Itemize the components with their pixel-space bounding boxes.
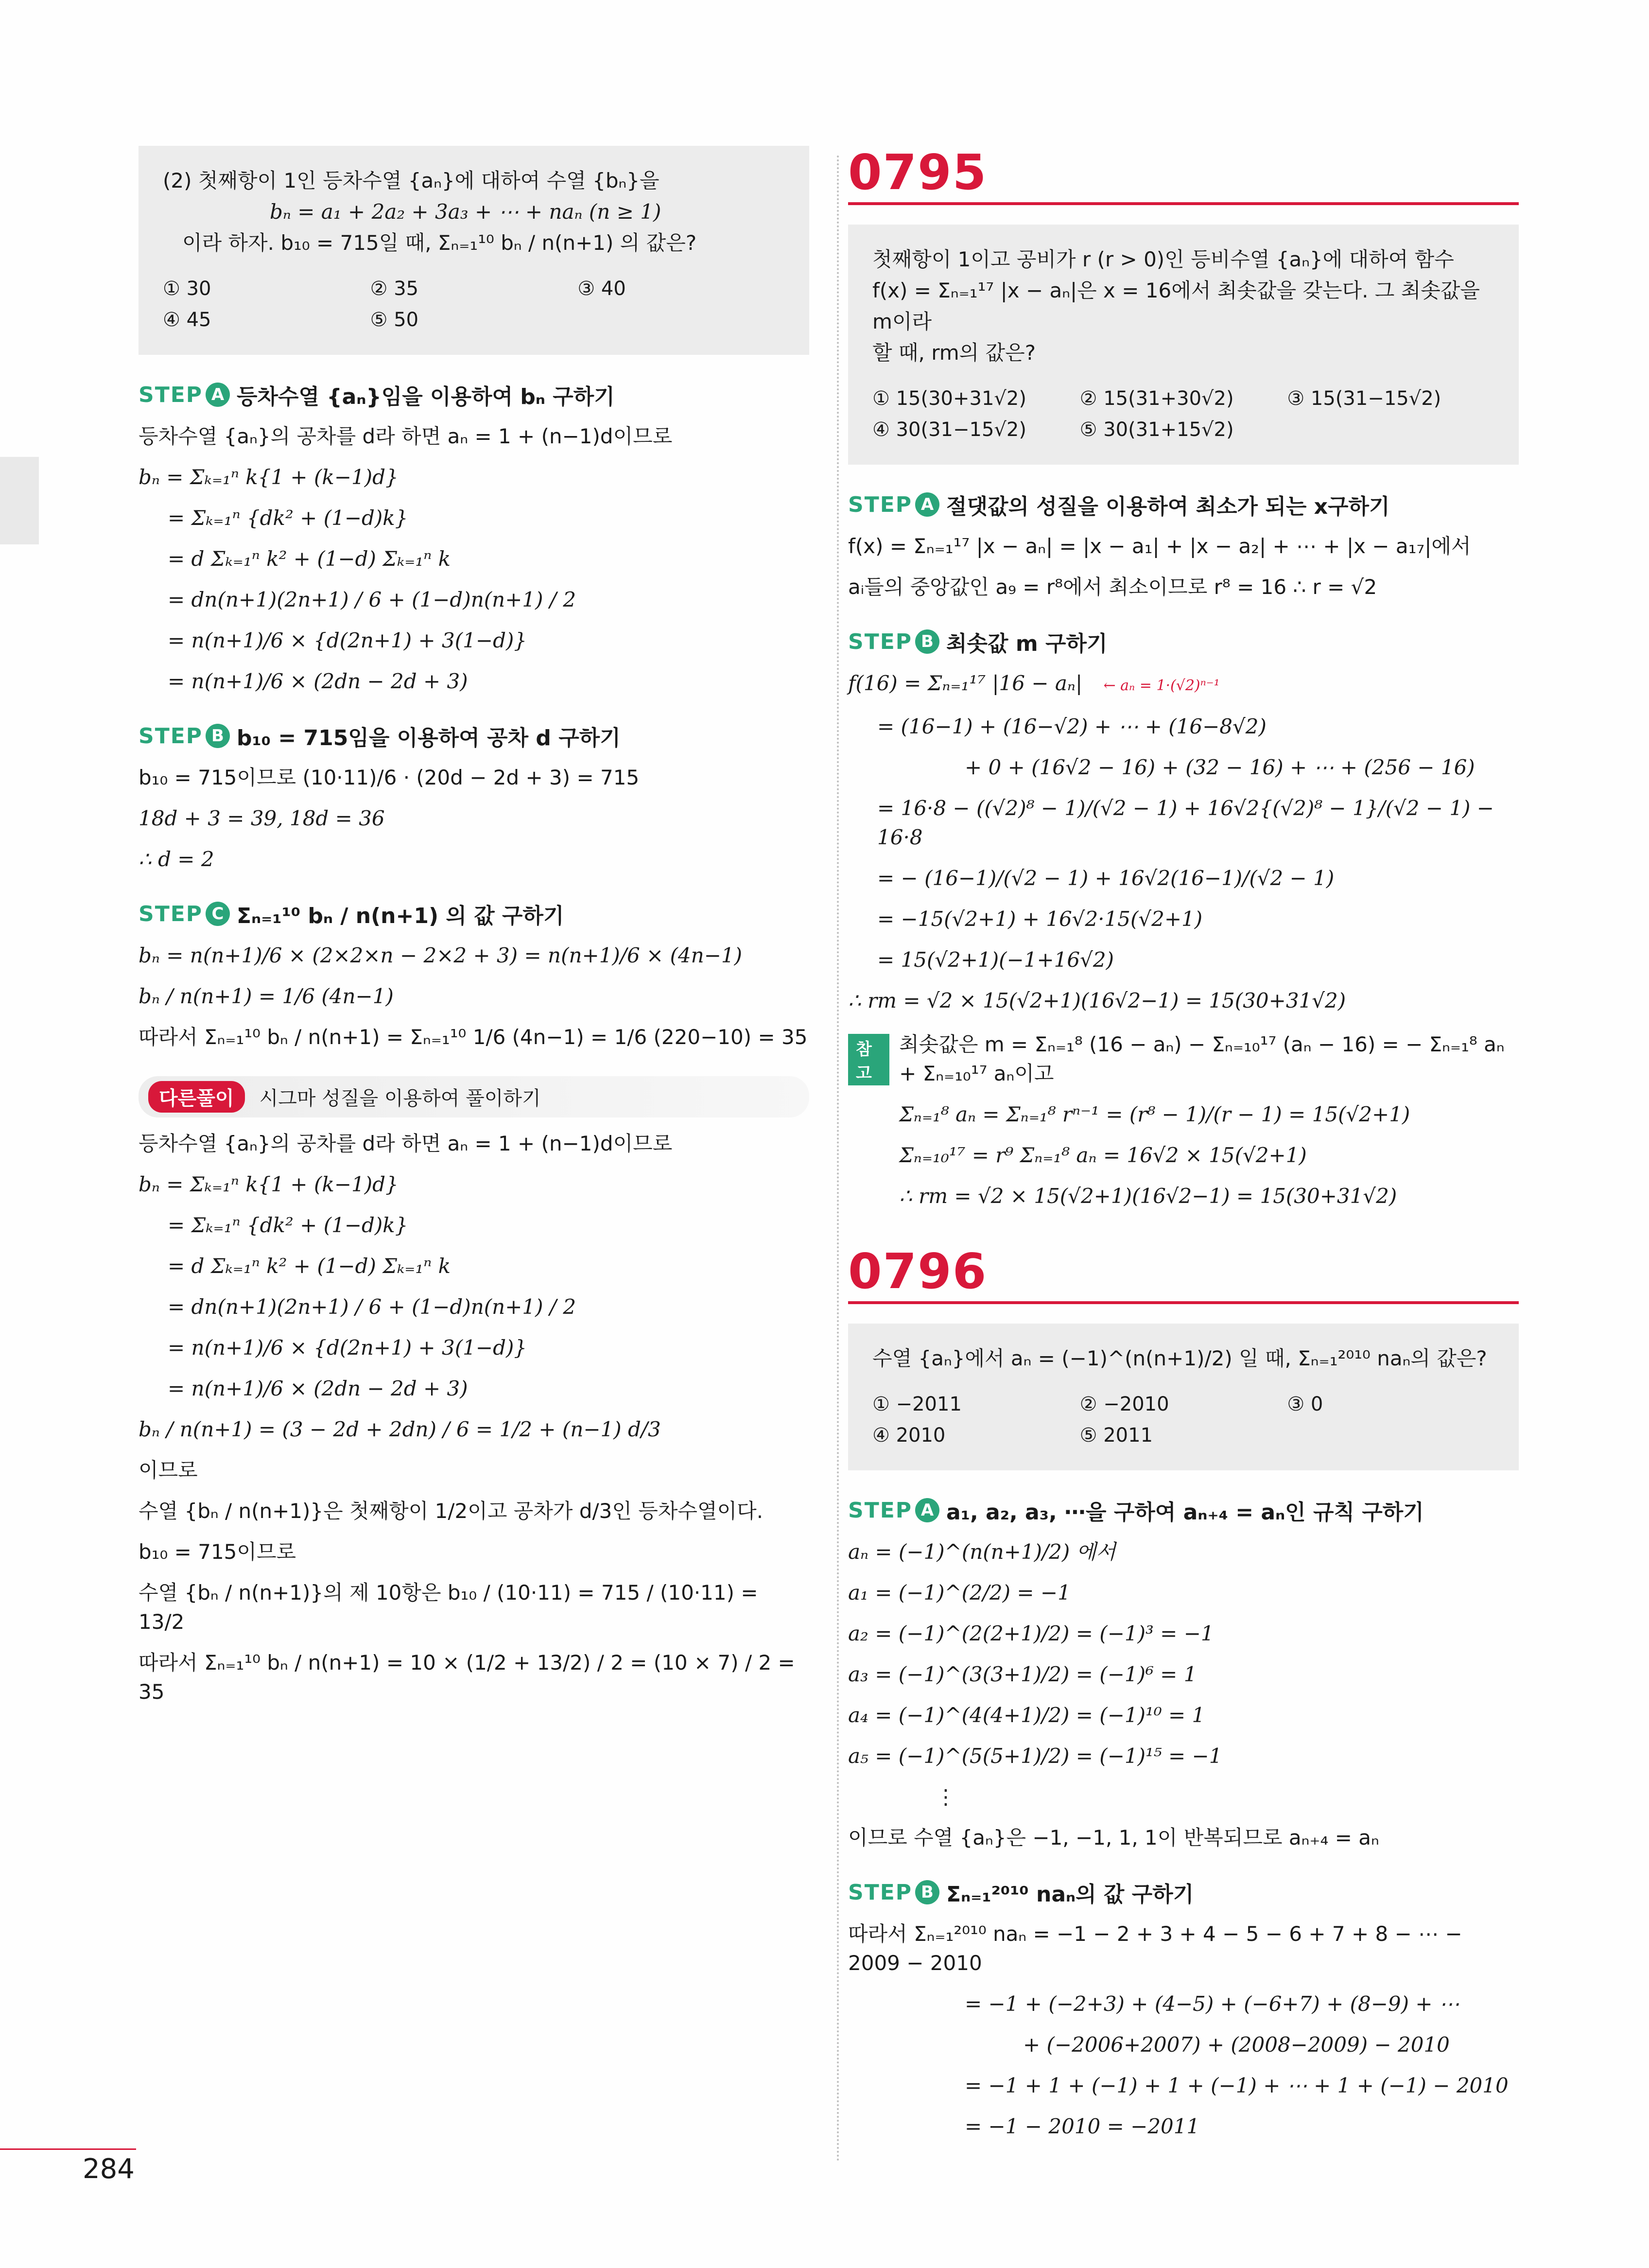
column-divider (837, 156, 839, 2163)
question-line: bₙ = a₁ + 2a₂ + 3a₃ + ⋯ + naₙ (n ≥ 1) (270, 200, 661, 224)
solution-line: bₙ = Σₖ₌₁ⁿ k{1 + (k−1)d} (139, 1172, 399, 1196)
solution-line: 따라서 Σₙ₌₁¹⁰ bₙ / n(n+1) = 10 × (1/2 + 13/2) / 2 = (10 × 7) / 2 = 35 (139, 1651, 795, 1704)
choice: ③ 15(31−15√2) (1287, 387, 1441, 410)
solution-line (848, 669, 1519, 700)
step-a-heading (848, 489, 1519, 520)
solution-line: 이므로 수열 {aₙ}은 −1, −1, 1, 1이 반복되므로 aₙ₊₄ = aₙ (848, 1826, 1379, 1849)
question-line: (2) 첫째항이 1인 등차수열 {aₙ}에 대하여 수열 {bₙ}을 (163, 169, 660, 192)
problem-number: 0795 (848, 144, 988, 201)
solution-line: = Σₖ₌₁ⁿ {dk² + (1−d)k} (168, 1213, 408, 1237)
solution-line: bₙ / n(n+1) = 1/6 (4n−1) (139, 984, 394, 1008)
solution-text: f(16) = Σₙ₌₁¹⁷ |16 − aₙ| (848, 671, 1083, 695)
choice: ④ 45 (163, 309, 211, 331)
choice: ① 15(30+31√2) (872, 387, 1026, 410)
step-tag: STEP (848, 492, 913, 517)
alternative-solution-heading (139, 1076, 809, 1117)
solution-line: bₙ = Σₖ₌₁ⁿ k{1 + (k−1)d} (139, 465, 399, 489)
solution-line: 수열 {bₙ / n(n+1)}은 첫째항이 1/2이고 공차가 d/3인 등차수열이다. (139, 1499, 764, 1523)
step-letter: B (915, 1880, 939, 1904)
solution-line: = 16·8 − ((√2)⁸ − 1)/(√2 − 1) + 16√2{(√2)⁸ − 1}/(√2 − 1) − 16·8 (877, 796, 1494, 849)
solution-line: = n(n+1)/6 × {d(2n+1) + 3(1−d)} (168, 628, 527, 652)
choice: ② 35 (370, 278, 419, 300)
solution-line: = dn(n+1)(2n+1) / 6 + (1−d)n(n+1) / 2 (168, 588, 576, 611)
step-tag: STEP (848, 1498, 913, 1523)
solution-line: 등차수열 {aₙ}의 공차를 d라 하면 aₙ = 1 + (n−1)d이므로 (139, 424, 673, 448)
step-letter: C (206, 902, 230, 926)
solution-line: 18d + 3 = 39, 18d = 36 (139, 806, 385, 830)
note-badge: 참고 (848, 1034, 889, 1085)
question-box-2 (139, 146, 809, 355)
solution-line: 따라서 Σₙ₌₁¹⁰ bₙ / n(n+1) = Σₙ₌₁¹⁰ 1/6 (4n−1) = 1/6 (220−10) = 35 (139, 1025, 808, 1049)
choice: ② 15(31+30√2) (1079, 387, 1234, 410)
step-letter: B (206, 724, 230, 748)
step-title: Σₙ₌₁²⁰¹⁰ naₙ의 값 구하기 (946, 1882, 1194, 1907)
choice: ③ 0 (1287, 1393, 1323, 1415)
solution-line: ∴ d = 2 (139, 847, 214, 871)
choice: ② −2010 (1079, 1393, 1169, 1415)
solution-line: = Σₖ₌₁ⁿ {dk² + (1−d)k} (168, 506, 408, 530)
step-letter: B (915, 629, 939, 654)
choice: ⑤ 50 (370, 309, 419, 331)
solution-line: a₅ = (−1)^(5(5+1)/2) = (−1)¹⁵ = −1 (848, 1744, 1222, 1768)
choice: ⑤ 30(31+15√2) (1079, 419, 1234, 441)
solution-line: a₃ = (−1)^(3(3+1)/2) = (−1)⁶ = 1 (848, 1662, 1197, 1686)
question-line: 첫째항이 1이고 공비가 r (r > 0)인 등비수열 {aₙ}에 대하여 함수 (872, 247, 1454, 271)
solution-line: 이므로 (139, 1458, 198, 1482)
choice: ④ 2010 (872, 1424, 946, 1447)
solution-line: = − (16−1)/(√2 − 1) + 16√2(16−1)/(√2 − 1) (877, 866, 1335, 890)
step-title: 절댓값의 성질을 이용하여 최소가 되는 x구하기 (946, 494, 1390, 519)
solution-line: = n(n+1)/6 × {d(2n+1) + 3(1−d)} (168, 1336, 527, 1360)
problem-header-0796 (848, 1245, 1519, 1304)
page-number-rule (0, 2148, 136, 2150)
choice: ① 30 (163, 278, 211, 300)
step-title: 최솟값 m 구하기 (946, 631, 1108, 656)
solution-line: = d Σₖ₌₁ⁿ k² + (1−d) Σₖ₌₁ⁿ k (168, 547, 451, 571)
solution-line: = (16−1) + (16−√2) + ⋯ + (16−8√2) (877, 715, 1267, 738)
solution-line: = −1 + (−2+3) + (4−5) + (−6+7) + (8−9) + ⋯ (965, 1992, 1459, 2016)
alt-badge: 다른풀이 (148, 1081, 245, 1113)
solution-line: 수열 {bₙ / n(n+1)}의 제 10항은 b₁₀ / (10·11) = 715 / (10·11) = 13/2 (139, 1581, 758, 1634)
answer-choices (163, 273, 785, 335)
solution-line: = n(n+1)/6 × (2dn − 2d + 3) (168, 1377, 468, 1400)
solution-line: aᵢ들의 중앙값인 a₉ = r⁸에서 최소이므로 r⁸ = 16 ∴ r = √2 (848, 575, 1377, 599)
step-b-heading (139, 720, 809, 751)
step-tag: STEP (848, 1880, 913, 1905)
solution-line: = −15(√2+1) + 16√2·15(√2+1) (877, 907, 1203, 931)
step-tag: STEP (848, 629, 913, 654)
solution-line: a₁ = (−1)^(2/2) = −1 (848, 1581, 1071, 1605)
solution-line: a₄ = (−1)^(4(4+1)/2) = (−1)¹⁰ = 1 (848, 1703, 1205, 1727)
choice: ③ 40 (577, 278, 626, 300)
choice: ⑤ 2011 (1079, 1424, 1153, 1447)
step-tag: STEP (139, 382, 203, 407)
solution-line: b₁₀ = 715이므로 (139, 1540, 296, 1564)
step-tag: STEP (139, 901, 203, 926)
solution-line: = 15(√2+1)(−1+16√2) (877, 948, 1114, 972)
solution-line: = dn(n+1)(2n+1) / 6 + (1−d)n(n+1) / 2 (168, 1295, 576, 1319)
step-tag: STEP (139, 723, 203, 749)
step-b-heading (848, 626, 1519, 657)
question-line: 이라 하자. b₁₀ = 715일 때, Σₙ₌₁¹⁰ bₙ / n(n+1) 의 값은? (182, 231, 697, 255)
problem-number: 0796 (848, 1243, 988, 1300)
solution-line: + (−2006+2007) + (2008−2009) − 2010 (1023, 2033, 1450, 2057)
solution-line: = −1 + 1 + (−1) + 1 + (−1) + ⋯ + 1 + (−1) − 2010 (965, 2074, 1509, 2097)
note-line: ∴ rm = √2 × 15(√2+1)(16√2−1) = 15(30+31√2) (899, 1184, 1397, 1208)
solution-line: = n(n+1)/6 × (2dn − 2d + 3) (168, 669, 468, 693)
solution-line: bₙ = n(n+1)/6 × (2×2×n − 2×2 + 3) = n(n+1)/6 × (4n−1) (139, 943, 743, 967)
alt-title: 시그마 성질을 이용하여 풀이하기 (259, 1087, 541, 1110)
chapter-side-tab (0, 457, 39, 544)
solution-line: aₙ = (−1)^(n(n+1)/2) 에서 (848, 1540, 1116, 1564)
note-line: Σₙ₌₁₀¹⁷ = r⁹ Σₙ₌₁⁸ aₙ = 16√2 × 15(√2+1) (899, 1143, 1307, 1167)
solution-line: ∴ rm = √2 × 15(√2+1)(16√2−1) = 15(30+31√2) (848, 989, 1346, 1012)
step-letter: A (915, 1498, 939, 1522)
problem-header-0795 (848, 146, 1519, 205)
choice: ① −2011 (872, 1393, 962, 1415)
answer-choices (872, 383, 1494, 445)
right-column (848, 146, 1519, 2141)
left-column (139, 146, 809, 1707)
solution-line: 등차수열 {aₙ}의 공차를 d라 하면 aₙ = 1 + (n−1)d이므로 (139, 1132, 673, 1155)
solution-line: = −1 − 2010 = −2011 (965, 2114, 1200, 2138)
page-number: 284 (83, 2153, 135, 2185)
solution-line: a₂ = (−1)^(2(2+1)/2) = (−1)³ = −1 (848, 1622, 1214, 1645)
step-c-heading (139, 898, 809, 929)
step-title: b₁₀ = 715임을 이용하여 공차 d 구하기 (237, 726, 621, 750)
solution-line: + 0 + (16√2 − 16) + (32 − 16) + ⋯ + (256 − 16) (965, 755, 1475, 779)
question-line: f(x) = Σₙ₌₁¹⁷ |x − aₙ|은 x = 16에서 최솟값을 갖는다. 그 최솟값을 m이라 (872, 279, 1480, 333)
step-title: Σₙ₌₁¹⁰ bₙ / n(n+1) 의 값 구하기 (237, 904, 564, 928)
question-box-0795 (848, 225, 1519, 465)
step-a-heading (139, 379, 809, 410)
solution-line: ⋮ (936, 1785, 956, 1809)
note-line: 최솟값은 m = Σₙ₌₁⁸ (16 − aₙ) − Σₙ₌₁₀¹⁷ (aₙ − 16) = − Σₙ₌₁⁸ aₙ + Σₙ₌₁₀¹⁷ aₙ이고 (899, 1032, 1505, 1085)
solution-line: 따라서 Σₙ₌₁²⁰¹⁰ naₙ = −1 − 2 + 3 + 4 − 5 − 6 + 7 + 8 − ⋯ − 2009 − 2010 (848, 1922, 1462, 1975)
question-line: 할 때, rm의 값은? (872, 341, 1036, 365)
question-line: 수열 {aₙ}에서 aₙ = (−1)^(n(n+1)/2) 일 때, Σₙ₌₁²⁰¹⁰ naₙ의 값은? (872, 1346, 1487, 1370)
reference-note (848, 1030, 1519, 1211)
solution-line: = d Σₖ₌₁ⁿ k² + (1−d) Σₖ₌₁ⁿ k (168, 1254, 451, 1278)
step-letter: A (206, 383, 230, 407)
step-title: a₁, a₂, a₃, ⋯을 구하여 aₙ₊₄ = aₙ인 규칙 구하기 (946, 1500, 1424, 1525)
step-b-heading (848, 1877, 1519, 1908)
solution-line: b₁₀ = 715이므로 (10·11)/6 · (20d − 2d + 3) = 715 (139, 766, 640, 789)
question-box-0796 (848, 1324, 1519, 1470)
step-a-heading (848, 1495, 1519, 1526)
solution-line: f(x) = Σₙ₌₁¹⁷ |x − aₙ| = |x − a₁| + |x − a₂| + ⋯ + |x − a₁₇|에서 (848, 534, 1471, 558)
solution-line: bₙ / n(n+1) = (3 − 2d + 2dn) / 6 = 1/2 + (n−1) d/3 (139, 1417, 661, 1441)
step-title: 등차수열 {aₙ}임을 이용하여 bₙ 구하기 (237, 384, 615, 409)
step-letter: A (915, 492, 939, 517)
note-line: Σₙ₌₁⁸ aₙ = Σₙ₌₁⁸ rⁿ⁻¹ = (r⁸ − 1)/(r − 1) = 15(√2+1) (899, 1102, 1410, 1126)
choice: ④ 30(31−15√2) (872, 419, 1026, 441)
answer-choices (872, 1389, 1494, 1451)
arrow-note: ← aₙ = 1·(√2)ⁿ⁻¹ (1103, 677, 1220, 694)
